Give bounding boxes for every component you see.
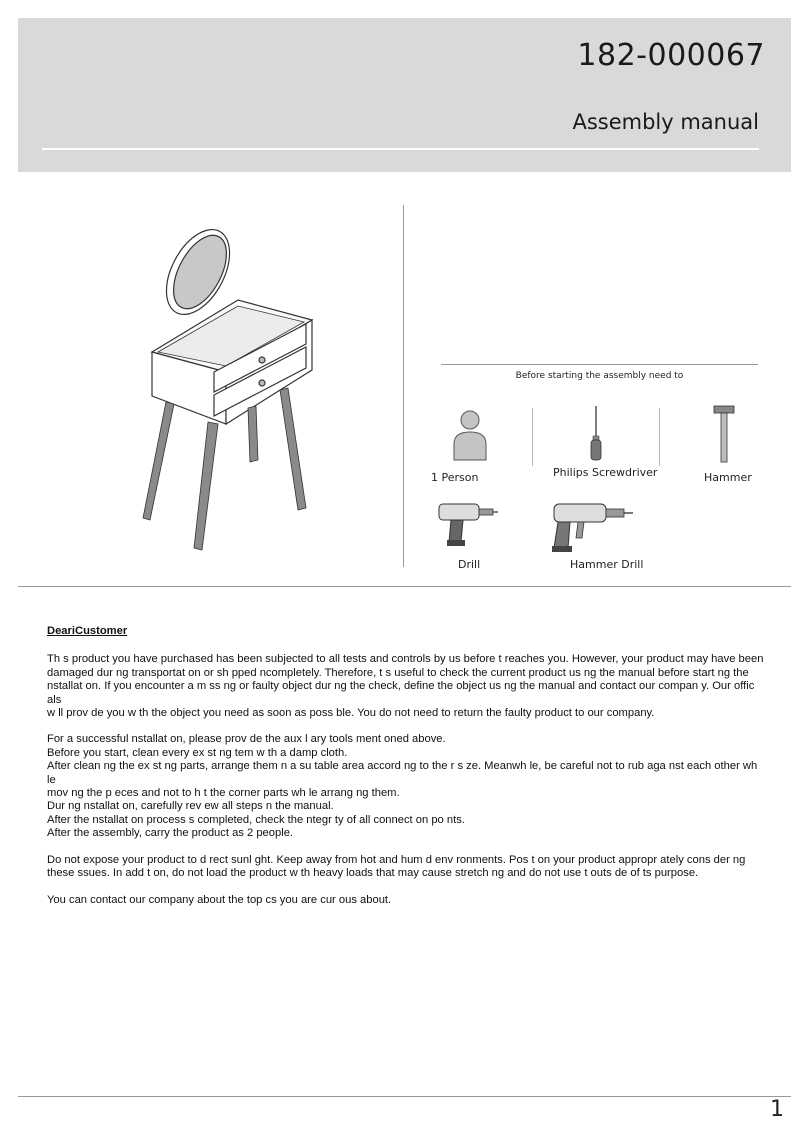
hammer-drill-icon [548, 498, 634, 556]
header-band [18, 18, 791, 172]
tools-rule [441, 364, 758, 365]
paragraph-3 [47, 854, 767, 881]
section-divider [18, 586, 791, 587]
vanity-table-illustration [130, 212, 370, 557]
hammer-icon [712, 404, 736, 464]
text-line: Dur ng nstallat on, carefully rev ew all steps n the manual. [47, 800, 334, 813]
text-line: mov ng the p eces and not to h t the corner parts wh le arrang ng them. [47, 787, 400, 800]
text-line: Do not expose your product to d rect sunl ght. Keep away from hot and hum d env ronments. Pos t on your product appropr ately cons der ng [47, 853, 746, 866]
paragraph-4 [47, 894, 767, 907]
paragraph-1 [47, 653, 767, 720]
tool-separator [532, 408, 533, 466]
text-line: damaged dur ng transportat on or sh pped ncompletely. Therefore, t s useful to check the current product us ng the manual before start ng the [47, 666, 749, 679]
paragraph-2 [47, 733, 767, 840]
letter-greeting: DeariCustomer [47, 625, 128, 637]
customer-letter [47, 625, 767, 920]
text-line: these ssues. In add t on, do not load the product w th heavy loads that may cause stretch ng and do not use t outs de of ts purpose. [47, 867, 699, 880]
tool-label-person: 1 Person [431, 471, 479, 484]
product-code: 182-000067 [577, 38, 765, 73]
text-line: nstallat on. If you encounter a m ss ng or faulty object dur ng the check, define the object us ng the manual and contact our compan y. Our offic als [47, 680, 755, 706]
screwdriver-icon [587, 404, 605, 462]
tool-separator [659, 408, 660, 466]
footer-divider [18, 1096, 791, 1097]
tool-label-screwdriver: Philips Screwdriver [553, 466, 658, 479]
text-line: Before you start, clean every ex st ng tem w th a damp cloth. [47, 746, 348, 759]
drill-icon [437, 498, 499, 548]
person-icon [452, 408, 488, 462]
tools-heading: Before starting the assembly need to [515, 371, 684, 381]
text-line: For a successful nstallat on, please prov de the aux l ary tools ment oned above. [47, 733, 446, 746]
document-subtitle: Assembly manual [572, 110, 759, 134]
tool-label-hammer-drill: Hammer Drill [570, 558, 644, 571]
text-line: After clean ng the ex st ng parts, arrange them n a su table area accord ng to the r s ze. Meanwh le, be careful not to rub aga nst each other wh le [47, 760, 758, 786]
page-number: 1 [770, 1097, 784, 1122]
text-line: After the nstallat on process s completed, check the ntegr ty of all connect on po nts. [47, 813, 465, 826]
text-line: After the assembly, carry the product as 2 people. [47, 827, 294, 840]
tool-label-hammer: Hammer [704, 471, 752, 484]
vertical-divider [403, 205, 404, 567]
tool-label-drill: Drill [458, 558, 481, 571]
text-line: w ll prov de you w th the object you need as soon as poss ble. You do not need to return the faulty product to our company. [47, 707, 655, 720]
text-line: You can contact our company about the top cs you are cur ous about. [47, 893, 392, 906]
text-line: Th s product you have purchased has been subjected to all tests and controls by us before t reaches you. However, your product may have been [47, 653, 764, 666]
header-divider [42, 148, 759, 150]
